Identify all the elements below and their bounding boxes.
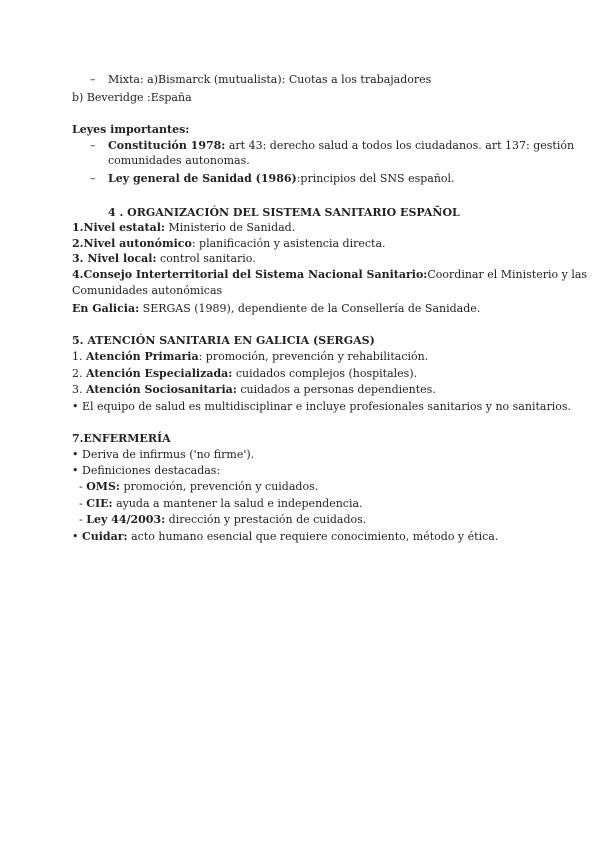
section7-item-cuidar: • Cuidar: acto humano esencial que requiere conocimiento, método y ética. (72, 530, 499, 543)
section7-item-cie: - CIE: ayuda a mantener la salud e independencia. (72, 497, 363, 510)
section4-item-consejo: 4.Consejo Interterritorial del Sistema Nacional Sanitario:Coordinar el Ministerio y las (72, 268, 588, 281)
section4-item-autonomico: 2.Nivel autonómico: planificación y asistencia directa. (72, 237, 386, 250)
section7-item-deriva: • Deriva de infirmus ('no firme'). (72, 448, 255, 461)
section5-item-sociosanitaria: 3. Atención Sociosanitaria: cuidados a personas dependientes. (72, 383, 436, 396)
leyes-item-ley-general: Ley general de Sanidad (1986):principios del SNS español. (108, 172, 455, 185)
section4-heading: 4 . ORGANIZACIÓN DEL SISTEMA SANITARIO ESPAÑOL (108, 206, 460, 219)
leyes-item-constitucion-cont: comunidades autonomas. (108, 154, 250, 167)
section5-item-primaria: 1. Atención Primaria: promoción, prevención y rehabilitación. (72, 350, 429, 363)
leyes-heading: Leyes importantes: (72, 123, 190, 136)
section5-item-equipo: • El equipo de salud es multidisciplinar e incluye profesionales sanitarios y no sanitarios. (72, 400, 571, 413)
leyes-dash-1: – (90, 139, 96, 152)
section5-heading: 5. ATENCIÓN SANITARIA EN GALICIA (SERGAS) (72, 334, 375, 347)
section4-item-galicia: En Galicia: SERGAS (1989), dependiente de la Consellería de Sanidade. (72, 302, 481, 315)
section4-item-local: 3. Nivel local: control sanitario. (72, 252, 256, 265)
section7-item-ley44: - Ley 44/2003: dirección y prestación de cuidados. (72, 513, 367, 526)
mixta-line: Mixta: a)Bismarck (mutualista): Cuotas a los trabajadores (108, 73, 432, 86)
leyes-item-constitucion: Constitución 1978: art 43: derecho salud a todos los ciudadanos. art 137: gestión (108, 139, 575, 152)
section7-item-oms: - OMS: promoción, prevención y cuidados. (72, 480, 319, 493)
leyes-dash-2: – (90, 172, 96, 185)
section7-item-definiciones: • Definiciones destacadas: (72, 464, 221, 477)
section4-item-estatal: 1.Nivel estatal: Ministerio de Sanidad. (72, 221, 296, 234)
section7-heading: 7.ENFERMERÍA (72, 432, 171, 445)
mixta-dash: – (90, 73, 96, 86)
beveridge-line: b) Beveridge :España (72, 91, 192, 104)
section5-item-especializada: 2. Atención Especializada: cuidados complejos (hospitales). (72, 367, 418, 380)
section4-item-consejo-cont: Comunidades autonómicas (72, 284, 223, 297)
